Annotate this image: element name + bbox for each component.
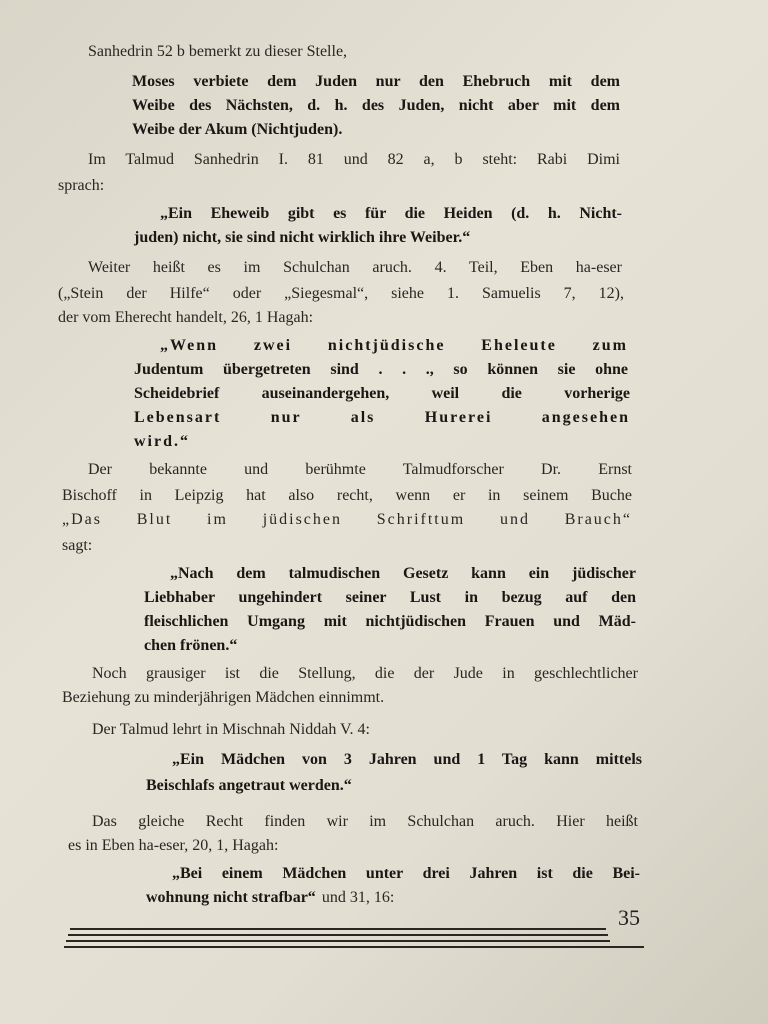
quote-line: Weibe des Nächsten, d. h. des Juden, nicht aber mit dem <box>132 97 620 114</box>
footer-rule <box>70 928 606 930</box>
text-line: Der bekannte und berühmte Talmudforscher Dr. Ernst <box>88 461 632 478</box>
quote-line: „Ein Mädchen von 3 Jahren und 1 Tag kann mittels <box>172 751 642 768</box>
quote-line: juden) nicht, sie sind nicht wirklich ihre Weiber.“ <box>134 229 471 246</box>
quote-line: Judentum übergetreten sind . . ., so können sie ohne <box>134 361 628 378</box>
text-line: Weiter heißt es im Schulchan aruch. 4. Teil, Eben ha-eser <box>88 259 622 276</box>
quote-line: Moses verbiete dem Juden nur den Ehebruch mit dem <box>132 73 620 90</box>
text-line: es in Eben ha-eser, 20, 1, Hagah: <box>68 837 279 854</box>
quote-line: „Wenn zwei nichtjüdische Eheleute zum <box>160 337 628 354</box>
quote-line: „Ein Eheweib gibt es für die Heiden (d. h. Nicht- <box>160 205 622 222</box>
text-line: Sanhedrin 52 b bemerkt zu dieser Stelle, <box>88 43 348 60</box>
text-line: Beziehung zu minderjährigen Mädchen einnimmt. <box>62 689 385 706</box>
quote-line: Lebensart nur als Hurerei angesehen <box>134 409 630 426</box>
text-line: und 31, 16: <box>321 889 395 906</box>
quote-line: Liebhaber ungehindert seiner Lust in bezug auf den <box>144 589 636 606</box>
quote-line: Weibe der Akum (Nichtjuden). <box>132 121 343 138</box>
footer-rule <box>64 946 644 948</box>
quote-line: Scheidebrief auseinandergehen, weil die vorherige <box>134 385 630 402</box>
quote-line: chen frönen.“ <box>144 637 238 654</box>
text-line: Der Talmud lehrt in Mischnah Niddah V. 4: <box>92 721 370 738</box>
quote-line: „Nach dem talmudischen Gesetz kann ein jüdischer <box>170 565 636 582</box>
footer-rule <box>68 934 608 936</box>
text-line: sagt: <box>62 537 93 554</box>
text-line: („Stein der Hilfe“ oder „Siegesmal“, siehe 1. Samuelis 7, 12), <box>58 285 624 302</box>
text-line: der vom Eherecht handelt, 26, 1 Hagah: <box>58 309 314 326</box>
text-line: „Das Blut im jüdischen Schrifttum und Brauch“ <box>62 511 632 528</box>
text-line: Noch grausiger ist die Stellung, die der Jude in geschlechtlicher <box>92 665 638 682</box>
quote-line: wird.“ <box>134 433 190 450</box>
quote-line: fleischlichen Umgang mit nichtjüdischen Frauen und Mäd- <box>144 613 636 630</box>
text-line: Das gleiche Recht finden wir im Schulchan aruch. Hier heißt <box>92 813 638 830</box>
text-line: sprach: <box>58 177 105 194</box>
footer-rule <box>66 940 610 942</box>
text-line: Im Talmud Sanhedrin I. 81 und 82 a, b steht: Rabi Dimi <box>88 151 620 168</box>
quote-line: Beischlafs angetraut werden.“ <box>146 777 352 794</box>
text-line: Bischoff in Leipzig hat also recht, wenn er in seinem Buche <box>62 487 632 504</box>
quote-line: „Bei einem Mädchen unter drei Jahren ist die Bei- <box>172 865 640 882</box>
page-number: 35 <box>618 905 640 930</box>
quote-line: wohnung nicht strafbar“ <box>146 889 316 906</box>
